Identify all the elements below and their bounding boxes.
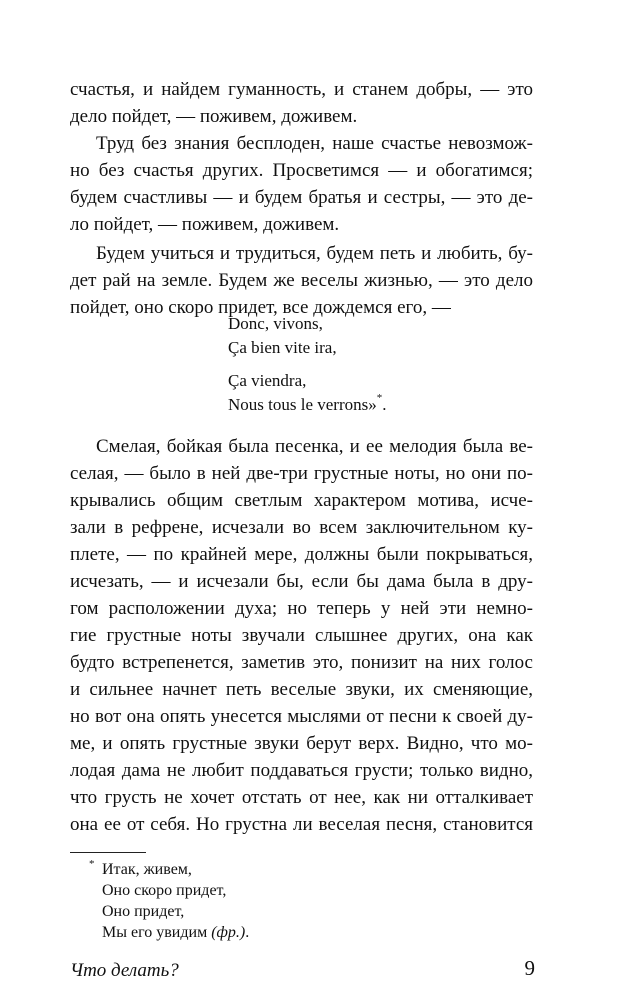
- text-line: селая, — было в ней две-три грустные ноты, но они по-: [70, 463, 533, 484]
- text-line: будто встрепенется, заметив это, понизит на них голос: [70, 652, 533, 673]
- running-footer-title: Что делать?: [70, 960, 179, 981]
- text-line: счастья, и найдем гуманность, и станем добры, — это: [70, 79, 533, 100]
- text-line: дело пойдет, — поживем, доживем.: [70, 106, 358, 127]
- text-line: лодая дама не любит поддаваться грусти; только видно,: [70, 760, 533, 781]
- text-line: Труд без знания бесплоден, наше счастье невозмож-: [96, 133, 533, 154]
- text-line: зали в рефрене, исчезали во всем заключительном ку-: [70, 517, 533, 538]
- text-line: гом расположении духа; но теперь у ней эти немно-: [70, 598, 533, 619]
- page-number: 9: [524, 956, 535, 980]
- footnote-divider: [70, 852, 146, 853]
- text-line: ло пойдет, — поживем, доживем.: [70, 214, 340, 235]
- footnote-line: Мы его увидим (фр.).: [102, 924, 250, 941]
- verse-line: Nous tous le verrons»*.: [228, 392, 387, 414]
- text-line: Будем учиться и трудиться, будем петь и любить, бу-: [96, 243, 533, 264]
- footnote-line: Оно придет,: [102, 903, 185, 920]
- text-line: Смелая, бойкая была песенка, и ее мелодия была ве-: [96, 436, 533, 457]
- text-line: пойдет, оно скоро придет, все дождемся его, —: [70, 297, 451, 318]
- text-line: что грусть не хочет отстать от нее, как ни отталкивает: [70, 787, 533, 808]
- footnote-ref: *: [376, 392, 383, 404]
- text-line: крывались общим светлым характером мотива, исче-: [70, 490, 533, 511]
- footnote-marker: *: [89, 858, 95, 870]
- text-line: будем счастливы — и будем братья и сестры, — это де-: [70, 187, 533, 208]
- text-line: и сильнее начнет петь веселые звуки, их сменяющие,: [70, 679, 533, 700]
- text-line: гие грустные ноты звучали слышнее других, она как: [70, 625, 533, 646]
- text-line: она ее от себя. Но грустна ли веселая песня, становится: [70, 814, 533, 835]
- text-line: ме, и опять грустные звуки берут верх. Видно, что мо-: [70, 733, 533, 754]
- text-line: исчезать, — и исчезали бы, если бы дама была в дру-: [70, 571, 533, 592]
- footnote-line: Итак, живем,: [102, 861, 192, 878]
- text-line: плете, — по крайней мере, должны были покрываться,: [70, 544, 533, 565]
- verse-line: Ça viendra,: [228, 371, 307, 390]
- footnote-line: Оно скоро придет,: [102, 882, 227, 899]
- verse-line: Ça bien vite ira,: [228, 338, 337, 357]
- text-line: но вот она опять унесется мыслями от песни к своей ду-: [70, 706, 533, 727]
- text-line: дет рай на земле. Будем же веселы жизнью, — это дело: [70, 270, 533, 291]
- text-line: но без счастья других. Просветимся — и обогатимся;: [70, 160, 533, 181]
- verse-line: Donc, vivons,: [228, 314, 323, 333]
